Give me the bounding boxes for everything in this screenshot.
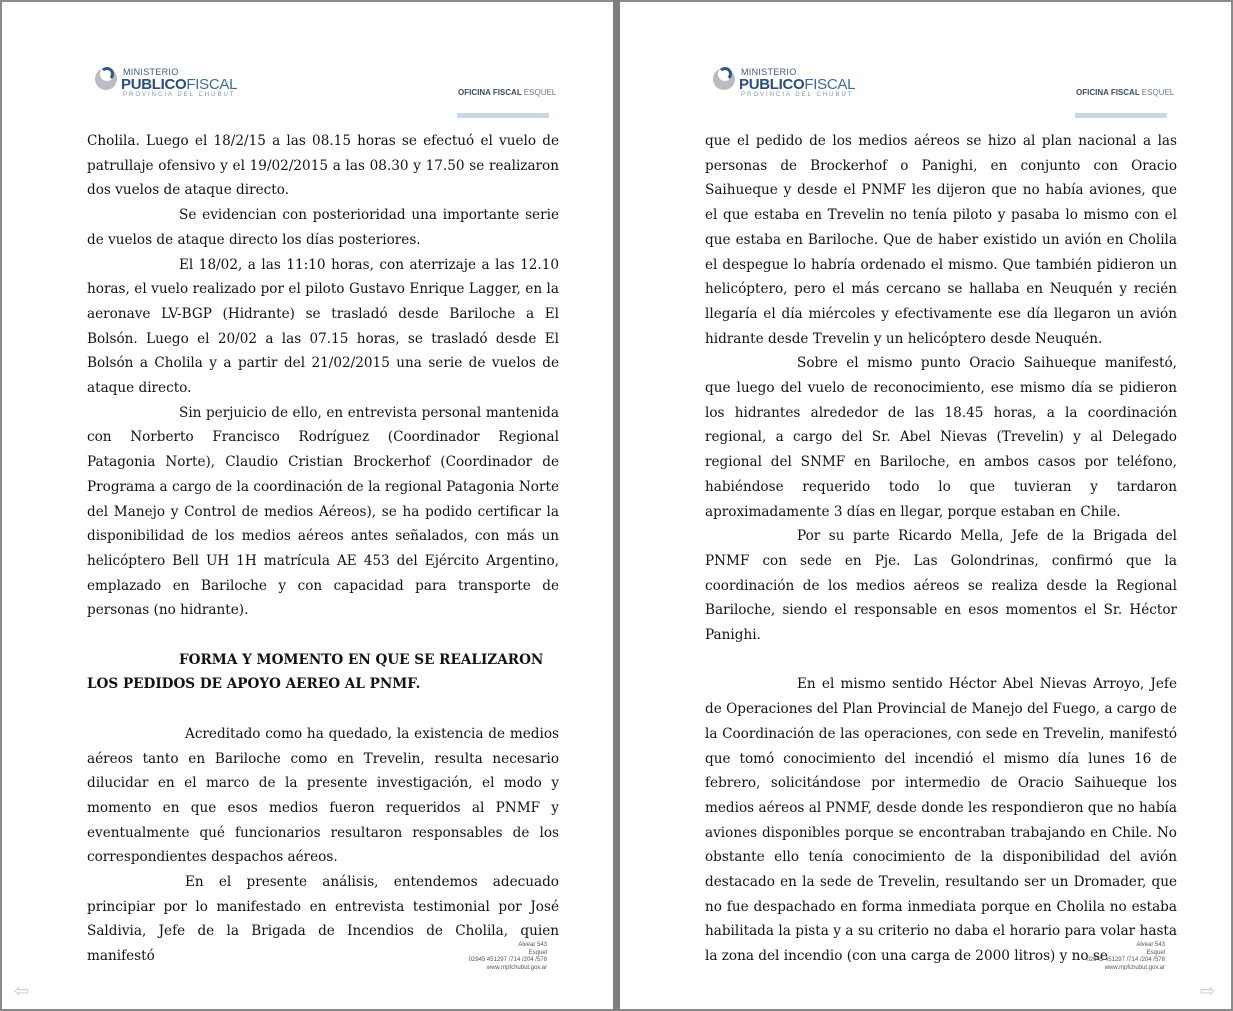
logo-circle-icon [713, 68, 735, 90]
page-gap [613, 0, 620, 1011]
paragraph: Acreditado como ha quedado, la existencia de medios aéreos tanto en Bariloche como en Trevelin, resulta necesario dilucidar en el marco de la presente investigación, el modo y momento en que esos medios fueron requeridos al PNMF y eventualmente qué funcionarios resultaron responsables de los correspondientes despachos aéreos. [87, 725, 559, 866]
logo-line1: MINISTERIO [741, 67, 797, 77]
paragraph: Por su parte Ricardo Mella, Jefe de la Brigada del PNMF con sede en Pje. Las Golondrinas, confirmó que la coordinación de los medios aéreos se realiza desde la Regional Bariloche, siendo el responsable en esos momentos el Sr. Héctor Panighi. [705, 528, 1177, 644]
document-page-left [2, 2, 613, 1009]
page-footer: Alvear 543 Esquel 02945 451297 /714 /204 /578 www.mpfchubut.gov.ar [468, 942, 547, 971]
ministerio-logo [713, 66, 873, 102]
paragraph: Se evidencian con posterioridad una importante serie de vuelos de ataque directo los días posteriores. [87, 207, 559, 248]
next-arrow-icon[interactable]: ⇨ [1200, 981, 1216, 1002]
logo-line2: PUBLICOFISCAL [121, 76, 238, 93]
office-label: OFICINA FISCAL ESQUEL [1076, 88, 1175, 97]
paragraph: que el pedido de los medios aéreos se hizo al plan nacional a las personas de Brockerhof o Panighi, en conjunto con Oracio Saihueque y desde el PNMF les dijeron que no había aviones, que el que estaba en Trevelin no tenía piloto y pasaba lo mismo con el que estaba en Bariloche. Que de haber existido un avión en Cholila el despegue lo habría ordenado el mismo. Que también pidieron un helicóptero, pero el más cercano se hallaba en Neuquén y recién llegaría el día miércoles y efectivamente ese día llegaron un avión hidrante desde Trevelin y un helicóptero desde Neuquén. [705, 133, 1177, 347]
paragraph: El 18/02, a las 11:10 horas, con aterrizaje a las 12.10 horas, el vuelo realizado por el piloto Gustavo Enrique Lagger, en la aeronave LV-BGP (Hidrante) se trasladó desde Bariloche a El Bolsón. Luego el 20/02 a las 07.15 horas, se trasladó desde El Bolsón a Cholila y a partir del 21/02/2015 una serie de vuelos de ataque directo. [87, 256, 559, 397]
page-footer: Alvear 543 Esquel 02945 451297 /714 /204 /578 www.mpfchubut.gov.ar [1086, 942, 1165, 971]
page-body [87, 129, 559, 969]
paragraph: Sobre el mismo punto Oracio Saihueque manifestó, que luego del vuelo de reconocimiento, ese mismo día se pidieron los hidrantes alrededor de las 18.45 horas, a la coordinación regional, a cargo del Sr. Abel Nievas (Trevelin) y al Delegado regional del SNMF en Bariloche, en ambos casos por teléfono, habiéndose requerido todo lo que tuvieran y tardaron aproximadamente 3 días en llegar, porque estaban en Chile. [705, 355, 1177, 520]
paragraph: En el presente análisis, entendemos adecuado principiar por lo manifestado en entrevista testimonial por José Saldivia, Jefe de la Brigada de Incendios de Cholila, quien manifestó [87, 874, 559, 965]
paragraph: Cholila. Luego el 18/2/15 a las 08.15 horas se efectuó el vuelo de patrullaje ofensivo y el 19/02/2015 a las 08.30 y 17.50 se realizaron dos vuelos de ataque directo. [87, 133, 559, 199]
logo-line2: PUBLICOFISCAL [739, 76, 856, 93]
paragraph: Sin perjuicio de ello, en entrevista personal mantenida con Norberto Francisco Rodríguez (Coordinador Regional Patagonia Norte), Claudio Cristian Brockerhof (Coordinador de Programa a cargo de la coordinación de la regional Patagonia Norte del Manejo y Control de medios Aéreos), se ha podido certificar la disponibilidad de los medios aéreos antes señalados, con más un helicóptero Bell UH 1H matrícula AE 453 del Ejército Argentino, emplazado en Bariloche y con capacidad para transporte de personas (no hidrante). [87, 404, 559, 619]
header-bar [1075, 113, 1167, 118]
prev-arrow-icon[interactable]: ⇦ [14, 981, 30, 1002]
logo-line3: PROVINCIA DEL CHUBUT [741, 92, 854, 98]
paragraph: En el mismo sentido Héctor Abel Nievas Arroyo, Jefe de Operaciones del Plan Provincial de Manejo del Fuego, a cargo de la Coordinación de las operaciones, con sede en Trevelin, manifestó que tomó conocimiento del incendió el mismo día lunes 16 de febrero, solicitándose por intermedio de Oracio Saihueque los medios aéreos al PNMF, desde donde les respondieron que no había aviones disponibles porque se encontraban trabajando en Chile. No obstante ello tenía conocimiento de la disponibilidad del avión destacado en la sede de Trevelin, resultando ser un Dromader, que no fue despachado en forma inmediata porque en Cholila no estaba habilitada la pista y a su criterio no daba el horario para volar hasta la zona del incendio (con una carga de 2000 litros) y no se [705, 676, 1177, 965]
section-heading: FORMA Y MOMENTO EN QUE SE REALIZARON LOS PEDIDOS DE APOYO AEREO AL PNMF. [87, 651, 544, 693]
logo-line1: MINISTERIO [123, 67, 179, 77]
header-bar [457, 113, 549, 118]
ministerio-logo [95, 66, 255, 102]
page-body [705, 129, 1177, 969]
logo-line3: PROVINCIA DEL CHUBUT [123, 92, 236, 98]
logo-circle-icon [95, 68, 117, 90]
document-page-right [620, 2, 1231, 1009]
office-label: OFICINA FISCAL ESQUEL [458, 88, 557, 97]
